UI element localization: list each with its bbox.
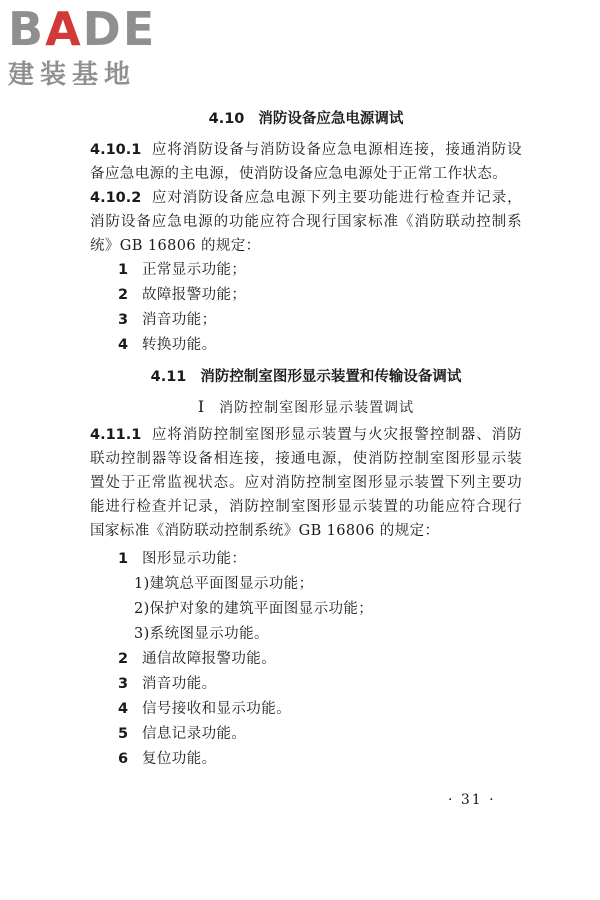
bade-logo [8, 2, 178, 96]
list-item: 5 信息记录功能。 [118, 726, 247, 742]
sub-list-item: 3)系统图显示功能。 [134, 626, 269, 642]
logo-wordmark: BADE [8, 2, 157, 56]
list-item: 4 转换功能。 [118, 337, 217, 353]
clause-4-10-1: 4.10.1 应将消防设备与消防设备应急电源相连接，接通消防设备应急电源的主电源，使消防设备应急电源处于正常工作状态。 [90, 142, 522, 182]
sub-list-item: 2)保护对象的建筑平面图显示功能； [134, 601, 374, 617]
logo-tagline: 建装基地 [8, 60, 137, 90]
list-item: 1 图形显示功能： [118, 551, 247, 567]
section-heading-4-11: 4.11 消防控制室图形显示装置和传输设备调试 [150, 369, 462, 385]
section-heading-4-10: 4.10 消防设备应急电源调试 [208, 111, 404, 127]
clause-4-10-2: 4.10.2 应对消防设备应急电源下列主要功能进行检查并记录，消防设备应急电源的功能应符合现行国家标准《消防联动控制系统》GB 16806 的规定： [90, 190, 522, 254]
clause-4-11-1: 4.11.1 应将消防控制室图形显示装置与火灾报警控制器、消防联动控制器等设备相连接，接通电源，使消防控制室图形显示装置处于正常监视状态。应对消防控制室图形显示装置下列主要功能进行检查并记录，消防控制室图形显示装置的功能应符合现行国家标准《消防联动控制系统》GB 16806 的规定： [90, 427, 522, 539]
list-item: 3 消音功能。 [118, 676, 217, 692]
list-item: 2 通信故障报警功能。 [118, 651, 277, 667]
subsection-heading: Ⅰ 消防控制室图形显示装置调试 [197, 397, 415, 416]
document-page [90, 104, 522, 772]
list-item: 1 正常显示功能； [118, 262, 247, 278]
list-item: 4 信号接收和显示功能。 [118, 701, 291, 717]
list-item: 3 消音功能； [118, 312, 217, 328]
list-item: 2 故障报警功能； [118, 287, 247, 303]
sub-list-item: 1)建筑总平面图显示功能； [134, 576, 314, 592]
page-number: · 31 · [448, 792, 496, 808]
list-item: 6 复位功能。 [118, 751, 217, 767]
